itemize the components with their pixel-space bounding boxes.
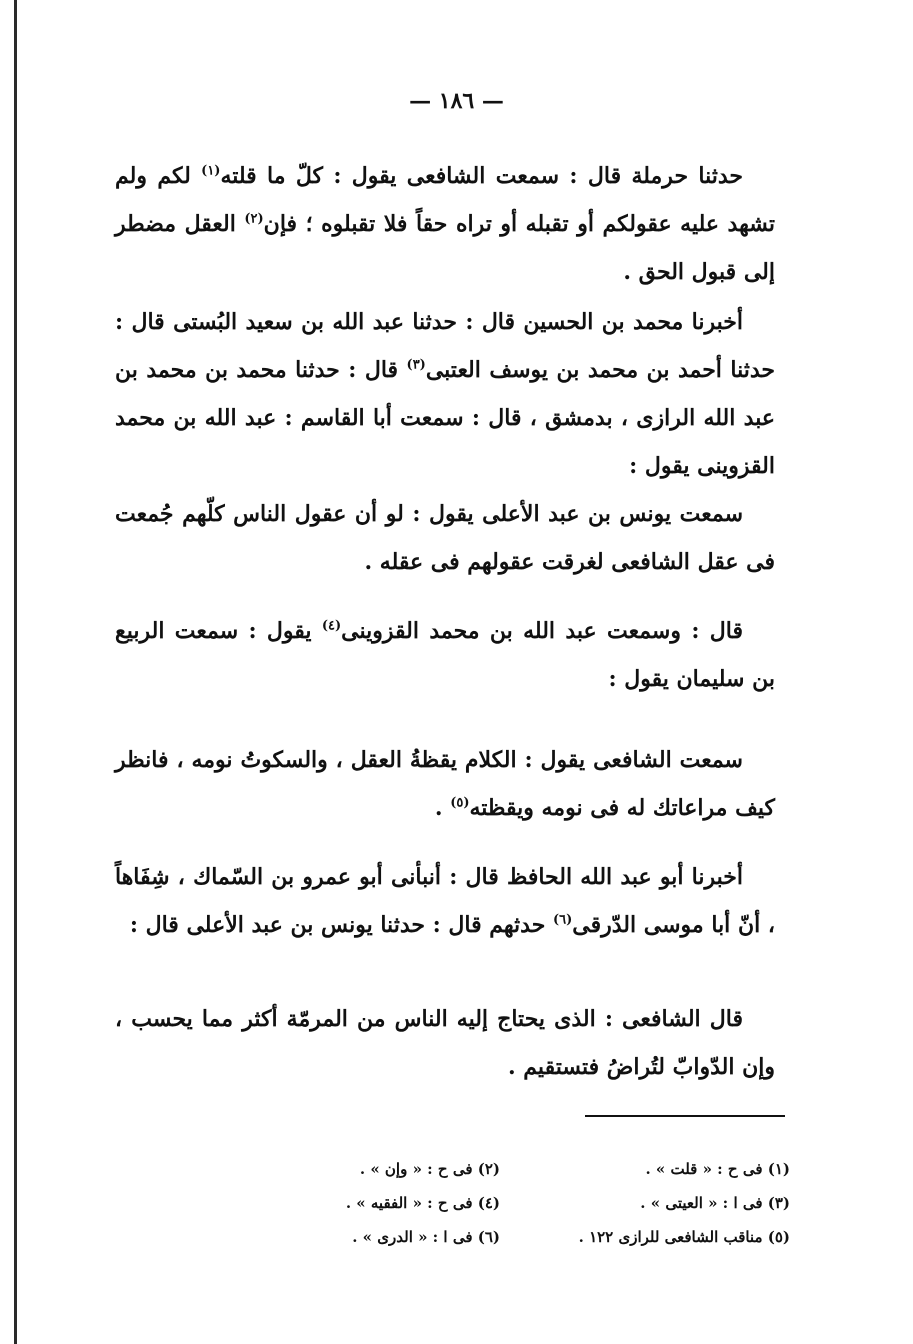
paragraph-1-text-a: حدثنا حرملة قال : سمعت الشافعى يقول : كلّ ما قلته (220, 163, 744, 189)
footnote-separator (585, 1115, 785, 1117)
footnote-row (200, 1220, 790, 1254)
footnotes (200, 1152, 790, 1254)
paragraph-4-text-a: قال : وسمعت عبد الله بن محمد القزوينى (341, 618, 743, 644)
footnote-row (200, 1152, 790, 1186)
paragraph-2 (115, 298, 775, 490)
paragraph-1 (115, 152, 775, 296)
paragraph-2-text-b: قال : حدثنا محمد بن محمد بن عبد الله الرازى ، بدمشق ، قال : سمعت أبا القاسم : عبد الله بن محمد القزوينى يقول : (115, 357, 775, 479)
footnote-ref-2: (٢) (244, 211, 264, 227)
paragraph-3: سمعت يونس بن عبد الأعلى يقول : لو أن عقول الناس كلّهم جُمعت فى عقل الشافعى لغرقت عقولهم فى عقله . (115, 501, 775, 575)
footnote-5: (٥) مناقب الشافعى للرازى ١٢٢ . (578, 1228, 790, 1246)
paragraph-5 (115, 736, 775, 832)
footnote-ref-3: (٣) (406, 357, 426, 373)
paragraph-2-text-a: أخبرنا محمد بن الحسين قال : حدثنا عبد الله بن سعيد البُستى قال : حدثنا أحمد بن محمد بن يوسف العتبى (115, 309, 776, 383)
footnote-4: (٤) فى ح : « الفقيه » . (345, 1194, 500, 1212)
paragraph-5-text-b: . (434, 795, 451, 821)
footnote-3: (٣) فى ا : « العيتى » . (640, 1194, 790, 1212)
paragraph-1-text-c: العقل مضطر إلى قبول الحق . (115, 211, 775, 285)
footnote-ref-6: (٦) (552, 912, 573, 928)
paragraph-7: قال الشافعى : الذى يحتاج إليه الناس من المرمّة أكثر مما يحسب ، وإن الدّوابّ لتُراضُ فتستقيم . (115, 1006, 775, 1080)
footnote-ref-4: (٤) (321, 618, 342, 634)
page-edge-rule (14, 0, 17, 1344)
page-number: — ١٨٦ — (409, 88, 504, 114)
paragraph-6 (115, 853, 775, 949)
footnote-ref-5: (٥) (450, 795, 470, 811)
footnote-6: (٦) فى ا : « الدرى » . (352, 1228, 500, 1246)
footnote-ref-1: (١) (201, 163, 221, 179)
paragraph-4-text-b: يقول : سمعت الربيع بن سليمان يقول : (115, 618, 775, 692)
footnote-1: (١) فى ح : « قلت » . (645, 1160, 790, 1178)
footnote-2: (٢) فى ح : « وإن » . (359, 1160, 500, 1178)
paragraph-6-text-a: أخبرنا أبو عبد الله الحافظ قال : أنبأنى أبو عمرو بن السّماك ، شِفَاهاً ، أنّ أبا موسى الدّرقى (115, 864, 775, 938)
paragraph-5-text-a: سمعت الشافعى يقول : الكلام يقظةُ العقل ، والسكوتُ نومه ، فانظر كيف مراعاتك له فى نومه ويقظته (115, 747, 775, 821)
paragraph-4 (115, 607, 775, 703)
paragraph-6-text-b: حدثهم قال : حدثنا يونس بن عبد الأعلى قال : (129, 912, 553, 938)
paragraph-1-text-b: لكم ولم تشهد عليه عقولكم أو تقبله أو تراه حقاً فلا تقبلوه ؛ فإن (115, 163, 775, 237)
footnote-row (200, 1186, 790, 1220)
